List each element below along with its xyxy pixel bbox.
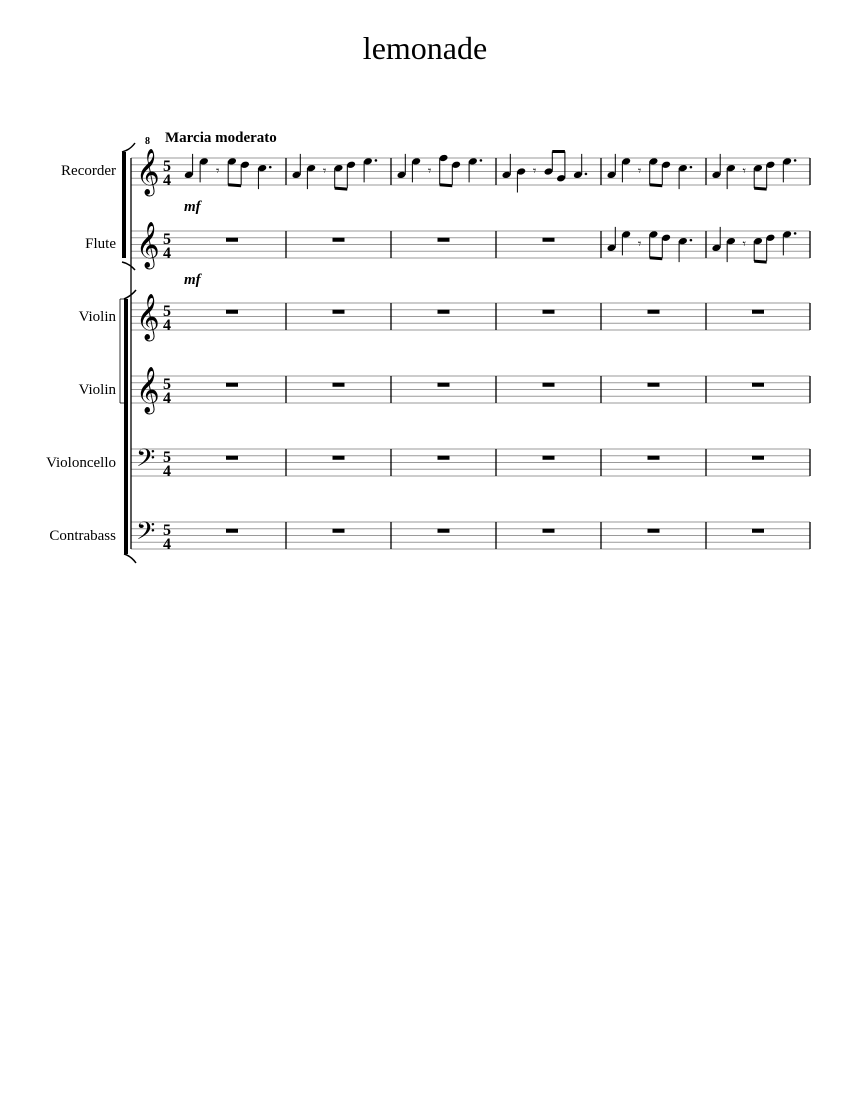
time-signature-numerator: 5 [163, 522, 171, 539]
whole-rest [226, 383, 238, 387]
augmentation-dot [794, 232, 797, 235]
whole-rest [226, 529, 238, 533]
treble-clef-icon: 𝄞 [136, 222, 160, 268]
augmentation-dot [690, 166, 693, 169]
time-signature-numerator: 5 [163, 303, 171, 320]
barlines [286, 158, 810, 549]
eighth-rest: 𝄾 [637, 164, 642, 179]
whole-rest [752, 383, 764, 387]
whole-rest [333, 383, 345, 387]
whole-rest [438, 529, 450, 533]
instrument-label-contrabass: Contrabass [49, 528, 116, 544]
bass-clef-icon: 𝄢 [136, 444, 156, 479]
score-title: lemonade [362, 30, 488, 66]
whole-rest [752, 529, 764, 533]
time-signature-numerator: 5 [163, 158, 171, 175]
whole-rest [438, 310, 450, 314]
instrument-label-violin-1: Violin [78, 309, 116, 325]
eighth-rest: 𝄾 [637, 237, 642, 252]
eighth-rest: 𝄾 [216, 164, 220, 179]
ottava-mark: 8 [145, 136, 150, 147]
whole-rest [226, 310, 238, 314]
bass-clef-icon: 𝄢 [136, 517, 156, 552]
time-signature-denominator: 4 [163, 536, 171, 553]
whole-rest [333, 310, 345, 314]
whole-rest [648, 383, 660, 387]
dynamic-mf-flute: mf [184, 272, 201, 288]
time-signature-numerator: 5 [163, 449, 171, 466]
eighth-rest: 𝄾 [322, 164, 327, 179]
time-signature-denominator: 4 [163, 172, 171, 189]
treble-clef-icon: 𝄞 [136, 367, 160, 413]
whole-rest [333, 238, 345, 242]
whole-rest [648, 310, 660, 314]
treble-clef-icon: 𝄞 [136, 294, 160, 340]
staff-lines [131, 158, 810, 549]
whole-rest [752, 456, 764, 460]
whole-rest [543, 310, 555, 314]
whole-rest [543, 238, 555, 242]
augmentation-dot [690, 239, 693, 242]
whole-rest [438, 383, 450, 387]
instrument-label-recorder: Recorder [61, 163, 116, 179]
whole-rest [226, 238, 238, 242]
whole-rest [648, 529, 660, 533]
instrument-label-flute: Flute [85, 236, 116, 252]
instrument-label-violoncello: Violoncello [46, 455, 116, 471]
time-signature-denominator: 4 [163, 463, 171, 480]
time-signature-denominator: 4 [163, 245, 171, 262]
augmentation-dot [585, 173, 588, 176]
augmentation-dot [480, 159, 483, 162]
time-signature-numerator: 5 [163, 231, 171, 248]
whole-rest [648, 456, 660, 460]
whole-rest [752, 310, 764, 314]
whole-rest [438, 238, 450, 242]
whole-rest [543, 529, 555, 533]
whole-rest [333, 456, 345, 460]
eighth-rest: 𝄾 [742, 237, 746, 252]
eighth-rest: 𝄾 [532, 164, 537, 179]
augmentation-dot [375, 159, 378, 162]
time-signature-numerator: 5 [163, 376, 171, 393]
whole-rest [333, 529, 345, 533]
treble-clef-icon: 𝄞 [136, 149, 160, 195]
tempo-marking: Marcia moderato [165, 130, 277, 146]
dynamic-mf-recorder: mf [184, 199, 201, 215]
eighth-rest: 𝄾 [427, 164, 432, 179]
eighth-rest: 𝄾 [742, 164, 746, 179]
time-signature-denominator: 4 [163, 390, 171, 407]
whole-rest [543, 456, 555, 460]
instrument-label-violin-2: Violin [78, 382, 116, 398]
augmentation-dot [794, 159, 797, 162]
whole-rest [543, 383, 555, 387]
whole-rest [438, 456, 450, 460]
time-signature-denominator: 4 [163, 317, 171, 334]
augmentation-dot [269, 166, 272, 169]
whole-rest [226, 456, 238, 460]
